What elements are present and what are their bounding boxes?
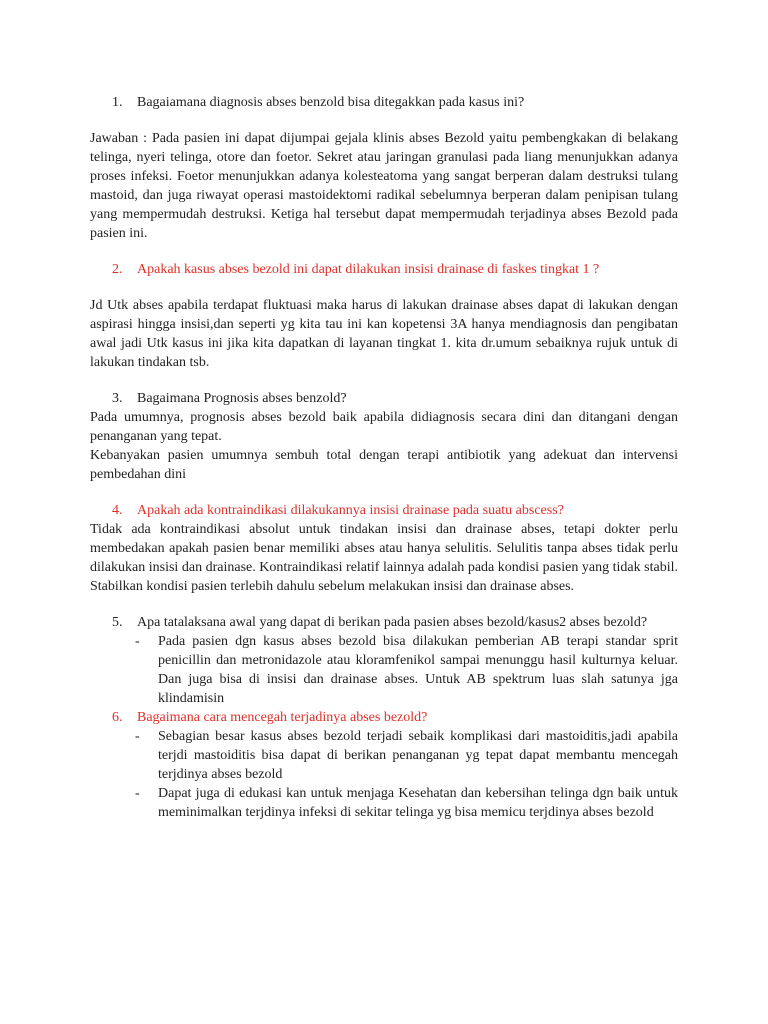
answer-2: Jd Utk abses apabila terdapat fluktuasi maka harus di lakukan drainase abses dapat di lakukan dengan aspirasi hingga insisi,dan seperti yg kita tau ini kan kopetensi 3A hanya mendiagnosis dan pengibatan awal jadi Utk kasus ini jika kita dapatkan di layanan tingkat 1. kita dr.umum sebaiknya rujuk untuk di lakukan tindakan tsb.: [90, 298, 678, 370]
question-4: [90, 501, 678, 520]
question-6: [90, 708, 678, 727]
answer-3-paragraph-1: Pada umumnya, prognosis abses bezold baik apabila didiagnosis secara dini dan ditangani dengan penanganan yang tepat.: [90, 410, 678, 444]
question-text: Bagaimana cara mencegah terjadinya abses bezold?: [137, 710, 428, 725]
answer-5-list: [90, 632, 678, 708]
question-number: 1.: [112, 95, 123, 110]
list-item: [90, 632, 678, 708]
question-number: 2.: [112, 262, 123, 277]
question-text: Bagaiamana diagnosis abses benzold bisa ditegakkan pada kasus ini?: [137, 95, 525, 110]
question-1: [90, 93, 678, 112]
answer-3-paragraph-2: Kebanyakan pasien umumnya sembuh total dengan terapi antibiotik yang adekuat dan intervensi pembedahan dini: [90, 448, 678, 482]
question-number: 6.: [112, 710, 123, 725]
answer-1: Jawaban : Pada pasien ini dapat dijumpai gejala klinis abses Bezold yaitu pembengkakan di belakang telinga, nyeri telinga, otore dan foetor. Sekret atau jaringan granulasi pada liang menunjukkan adanya proses infeksi. Foetor menunjukkan adanya kolesteatoma yang sangat berperan dalam destruksi tulang mastoid, dan juga riwayat operasi mastoidektomi radikal sebelumnya berperan dalam penipisan tulang yang mempermudah destruksi. Ketiga hal tersebut dapat mempermudah terjadinya abses Bezold pada pasien ini.: [90, 131, 678, 241]
bullet-dash: -: [135, 786, 140, 801]
question-text: Bagaimana Prognosis abses benzold?: [137, 391, 347, 406]
question-text: Apakah kasus abses bezold ini dapat dilakukan insisi drainase di faskes tingkat 1 ?: [137, 262, 600, 277]
question-number: 4.: [112, 503, 123, 518]
question-text: Apa tatalaksana awal yang dapat di berikan pada pasien abses bezold/kasus2 abses bezold?: [137, 615, 648, 630]
list-item-text: Dapat juga di edukasi kan untuk menjaga Kesehatan dan kebersihan telinga dgn baik untuk meminimalkan terjdinya infeksi di sekitar telinga yg bisa memicu terjdinya abses bezold: [158, 786, 678, 820]
question-text: Apakah ada kontraindikasi dilakukannya insisi drainase pada suatu abscess?: [137, 503, 564, 518]
question-5: [90, 613, 678, 632]
question-2: [90, 260, 678, 279]
answer-4: Tidak ada kontraindikasi absolut untuk tindakan insisi dan drainase abses, tetapi dokter perlu membedakan apakah pasien benar memiliki abses atau hanya selulitis. Selulitis tanpa abses tidak perlu dilakukan insisi dan drainase. Kontraindikasi relatif lainnya adalah pada kondisi pasien yang tidak stabil. Stabilkan kondisi pasien terlebih dahulu sebelum melakukan insisi dan drainase abses.: [90, 522, 678, 594]
question-number: 3.: [112, 391, 123, 406]
question-number: 5.: [112, 615, 123, 630]
list-item: [90, 784, 678, 822]
list-item-text: Pada pasien dgn kasus abses bezold bisa dilakukan pemberian AB terapi standar sprit penicillin dan metronidazole atau kloramfenikol sampai menunggu hasil kulturnya keluar. Dan juga bisa di insisi dan drainase abses. Untuk AB spektrum luas slah satunya jga klindamisin: [158, 634, 678, 706]
list-item-text: Sebagian besar kasus abses bezold terjadi sebaik komplikasi dari mastoiditis,jadi apabila terjdi mastoiditis bisa dapat di berikan penanganan yg tepat dapat membantu mencegah terjdinya abses bezold: [158, 729, 678, 782]
bullet-dash: -: [135, 634, 140, 649]
question-3: [90, 389, 678, 408]
list-item: [90, 727, 678, 784]
bullet-dash: -: [135, 729, 140, 744]
document-page: [90, 93, 678, 822]
answer-6-list: [90, 727, 678, 822]
